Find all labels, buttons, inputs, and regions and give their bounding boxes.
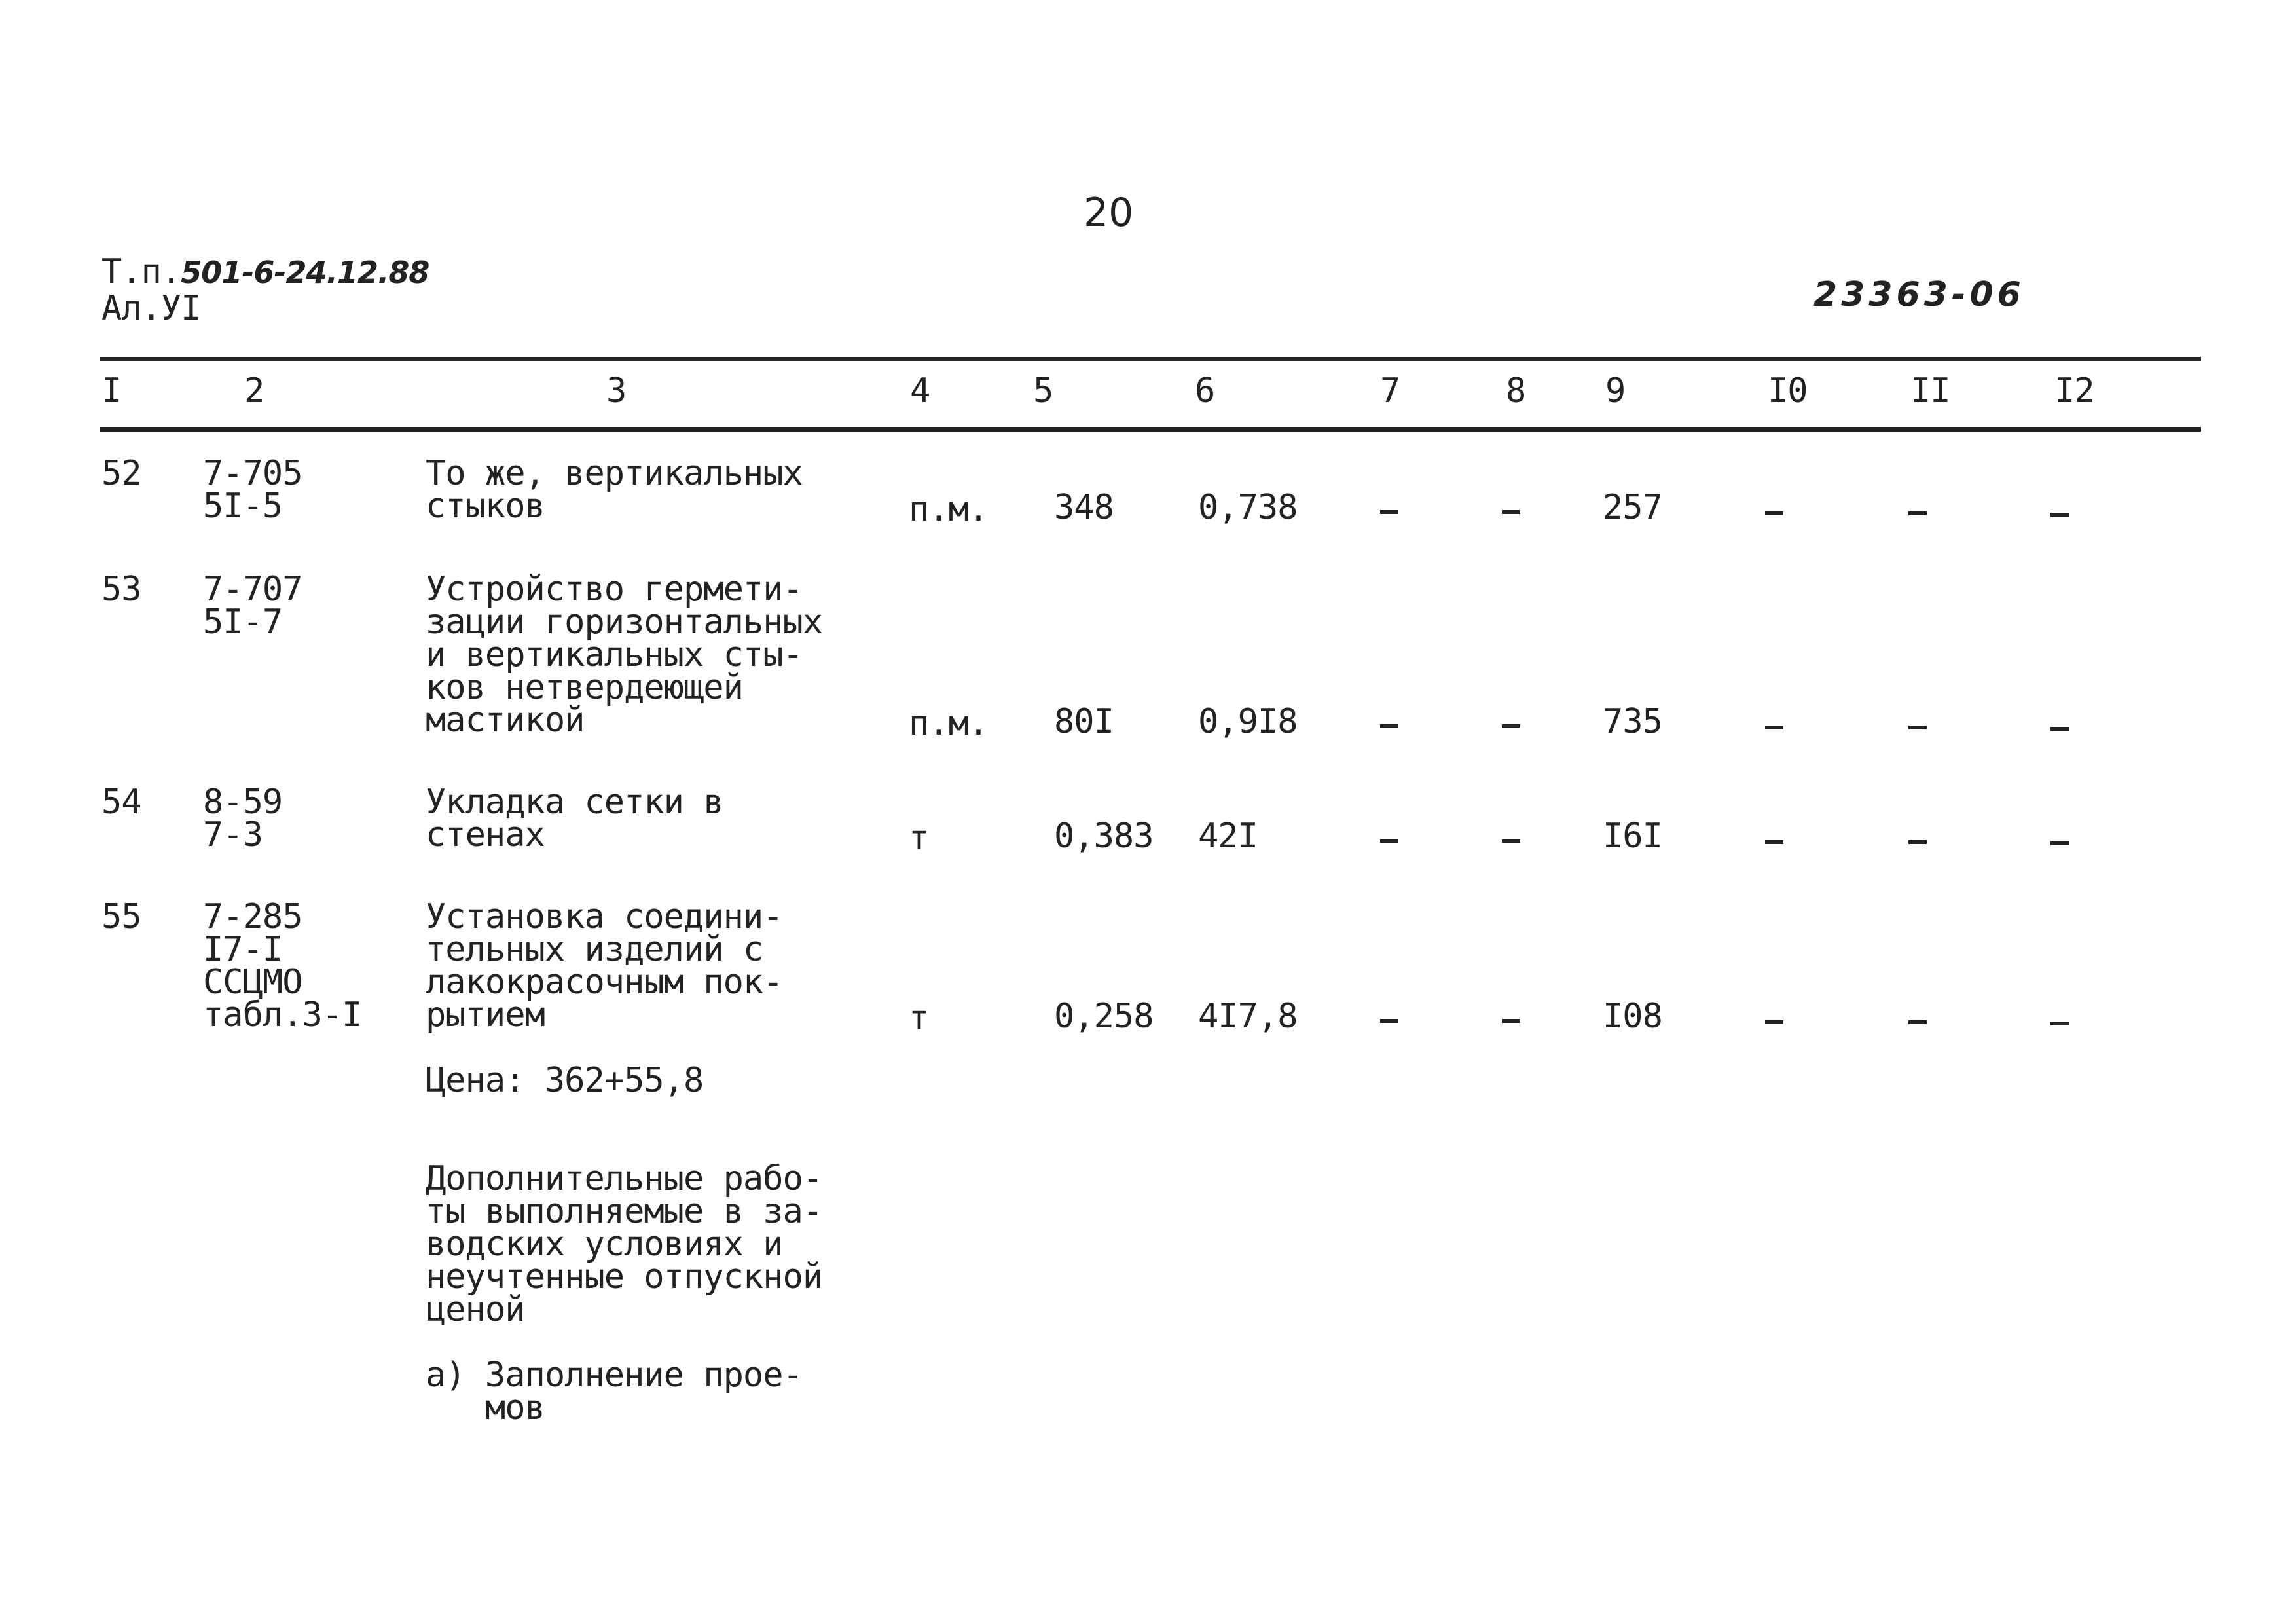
row-description: зации горизонтальных (426, 602, 823, 642)
row-quantity: 0,383 (1054, 817, 1154, 856)
row-col9: I6I (1603, 817, 1662, 856)
row-quantity: 80I (1054, 702, 1114, 741)
row-description: мастикой (426, 701, 585, 740)
row-code: 7-285 (203, 897, 302, 936)
subitem-line: мов (426, 1388, 545, 1428)
row-price: 0,9I8 (1198, 702, 1298, 741)
row-description: То же, вертикальных (426, 454, 803, 493)
column-header: 3 (606, 371, 627, 411)
row-number: 54 (101, 783, 141, 822)
column-header: I (101, 371, 122, 411)
column-header: II (1910, 371, 1950, 411)
dash-mark (1502, 724, 1520, 728)
document-code-number: 501-6-24.12.88 (181, 255, 429, 290)
column-header: 9 (1605, 371, 1626, 411)
additional-line: ценой (426, 1290, 525, 1329)
row-code: I7-I (203, 930, 283, 969)
row-description: тельных изделий с (426, 930, 763, 969)
dash-mark (2050, 841, 2069, 845)
row-code: ССЦМО (203, 963, 302, 1002)
table-top-rule (100, 357, 2201, 361)
row-price: 4I7,8 (1198, 997, 1298, 1036)
dash-mark (1502, 510, 1520, 514)
row-description: ков нетвердеющей (426, 668, 743, 707)
column-header: 8 (1506, 371, 1526, 411)
column-header: I0 (1768, 371, 1808, 411)
dash-mark (1380, 839, 1398, 843)
table-header-rule (100, 427, 2201, 432)
dash-mark (1765, 726, 1783, 729)
document-id: 23363-06 (1813, 275, 2025, 314)
dash-mark (1765, 1020, 1783, 1024)
row-col9: 735 (1603, 702, 1662, 741)
dash-mark (2050, 513, 2069, 517)
row-number: 55 (101, 897, 141, 936)
document-code (101, 252, 429, 291)
row-price: 0,738 (1198, 488, 1298, 527)
dash-mark (2050, 727, 2069, 731)
dash-mark (2050, 1022, 2069, 1025)
dash-mark (1502, 839, 1520, 843)
row-description: и вертикальных сты- (426, 635, 803, 674)
column-header: I2 (2054, 371, 2094, 411)
row-description: Устройство гермети- (426, 570, 803, 609)
row-code: 5I-5 (203, 487, 283, 526)
additional-line: Дополнительные рабо- (426, 1159, 823, 1198)
row-unit: п.м. (909, 704, 989, 743)
row-unit: п.м. (909, 490, 989, 529)
row-code: 5I-7 (203, 602, 283, 642)
dash-mark (1502, 1019, 1520, 1023)
row-quantity: 0,258 (1054, 997, 1154, 1036)
dash-mark (1380, 1019, 1398, 1023)
row-description: рытием (426, 995, 545, 1035)
row-description: стыков (426, 487, 545, 526)
document-code-prefix: Т.п. (101, 252, 181, 291)
row-col9: I08 (1603, 997, 1662, 1036)
row-description: лакокрасочным пок- (426, 963, 783, 1002)
dash-mark (1908, 726, 1927, 729)
dash-mark (1765, 840, 1783, 844)
row-col9: 257 (1603, 488, 1662, 527)
dash-mark (1908, 511, 1927, 515)
row-code: 7-3 (203, 815, 263, 855)
row-description: Установка соедини- (426, 897, 783, 936)
sheet-label: Ал.УI (101, 289, 201, 328)
column-header: 6 (1195, 371, 1215, 411)
column-header: 4 (910, 371, 930, 411)
row-unit: т (909, 819, 929, 858)
row-number: 53 (101, 570, 141, 609)
row-code: 7-707 (203, 570, 302, 609)
row-description: Укладка сетки в (426, 783, 723, 822)
dash-mark (1380, 510, 1398, 514)
dash-mark (1765, 511, 1783, 515)
column-header: 5 (1033, 371, 1053, 411)
row-code: 8-59 (203, 783, 283, 822)
row-code: 7-705 (203, 454, 302, 493)
dash-mark (1908, 840, 1927, 844)
dash-mark (1380, 724, 1398, 728)
row-description: стенах (426, 815, 545, 855)
column-header: 7 (1380, 371, 1400, 411)
price-note: Цена: 362+55,8 (426, 1061, 704, 1100)
page-number: 20 (1084, 190, 1134, 236)
row-quantity: 348 (1054, 488, 1114, 527)
row-price: 42I (1198, 817, 1258, 856)
row-unit: т (909, 999, 929, 1038)
additional-line: неучтенные отпускной (426, 1257, 823, 1297)
additional-line: водских условиях и (426, 1225, 783, 1264)
column-header: 2 (244, 371, 264, 411)
row-code: табл.3-I (203, 995, 362, 1035)
subitem-line: а) Заполнение прое- (426, 1356, 803, 1395)
dash-mark (1908, 1020, 1927, 1024)
additional-line: ты выполняемые в за- (426, 1192, 823, 1231)
row-number: 52 (101, 454, 141, 493)
